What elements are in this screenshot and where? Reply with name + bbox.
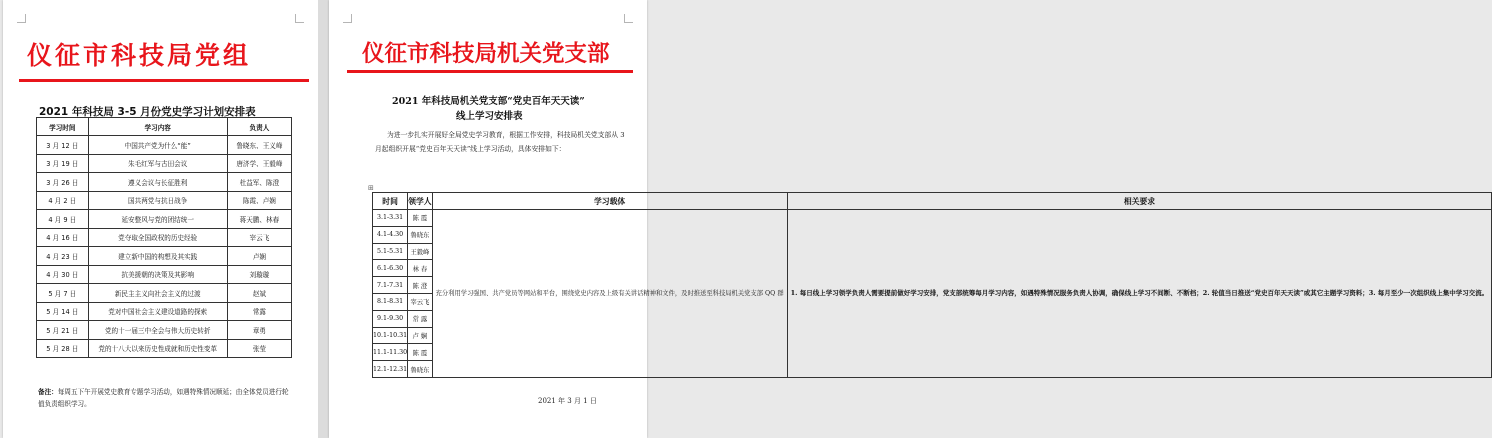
period-cell: 4.1-4.30 bbox=[373, 226, 408, 243]
study-topic-cell: 党夺取全国政权的历史经验 bbox=[88, 228, 227, 247]
intro-paragraph: 为进一步扎实开展好全局党史学习教育，根据工作安排，科技局机关党支部从 3 月起组织开展“党史百年天天读”线上学习活动，具体安排如下： bbox=[375, 131, 625, 153]
table-row bbox=[37, 154, 292, 173]
note-text: 每周五下午开展党史教育专题学习活动，如遇特殊情况顺延；由全体党员进行轮值负责组织学习。 bbox=[38, 388, 289, 408]
page-corner-mark bbox=[624, 14, 633, 23]
table-row bbox=[37, 173, 292, 192]
red-header-title: 仪征市科技局党组 bbox=[27, 41, 252, 70]
page-corner-mark bbox=[343, 14, 352, 23]
page-corner-mark bbox=[295, 14, 304, 23]
study-date-cell: 5 月 28 日 bbox=[37, 339, 89, 358]
owner-cell: 鲁晓东、王义峰 bbox=[227, 136, 291, 155]
table-header-row bbox=[373, 193, 1492, 210]
leader-cell: 宰云飞 bbox=[408, 293, 432, 310]
red-header-title: 仪征市科技局机关党支部 bbox=[362, 41, 610, 67]
table-row bbox=[37, 191, 292, 210]
red-header-rule bbox=[19, 79, 309, 82]
study-date-cell: 5 月 21 日 bbox=[37, 321, 89, 340]
study-date-cell: 4 月 2 日 bbox=[37, 191, 89, 210]
column-header: 时间 bbox=[373, 193, 408, 210]
study-schedule-table bbox=[36, 117, 292, 358]
period-cell: 6.1-6.30 bbox=[373, 260, 408, 277]
table-row bbox=[373, 210, 1492, 227]
column-header: 相关要求 bbox=[787, 193, 1492, 210]
study-topic-cell: 党的十八大以来历史性成就和历史性变革 bbox=[88, 339, 227, 358]
study-topic-cell: 党对中国社会主义建设道路的探索 bbox=[88, 302, 227, 321]
owner-cell: 卢娴 bbox=[227, 247, 291, 266]
owner-cell: 常露 bbox=[227, 302, 291, 321]
period-cell: 9.1-9.30 bbox=[373, 310, 408, 327]
study-date-cell: 4 月 23 日 bbox=[37, 247, 89, 266]
period-cell: 10.1-10.31 bbox=[373, 327, 408, 344]
study-topic-cell: 建立新中国的构想及其实践 bbox=[88, 247, 227, 266]
document-date: 2021 年 3 月 1 日 bbox=[538, 397, 597, 405]
table-anchor-icon: ⊞ bbox=[368, 184, 374, 192]
page-gap bbox=[318, 0, 329, 438]
study-topic-cell: 抗美援朝的决策及其影响 bbox=[88, 265, 227, 284]
study-topic-cell: 国共两党与抗日战争 bbox=[88, 191, 227, 210]
table-header-row bbox=[37, 118, 292, 136]
owner-cell: 刘璇璇 bbox=[227, 265, 291, 284]
owner-cell: 张莹 bbox=[227, 339, 291, 358]
table-row bbox=[37, 210, 292, 229]
column-header: 学习时间 bbox=[37, 118, 89, 136]
owner-cell: 陈霞、卢娴 bbox=[227, 191, 291, 210]
schedule-title: 2021 年科技局机关党支部“党史百年天天读” bbox=[392, 96, 585, 107]
owner-cell: 宰云飞 bbox=[227, 228, 291, 247]
study-topic-cell: 朱毛红军与古田会议 bbox=[88, 154, 227, 173]
period-cell: 5.1-5.31 bbox=[373, 243, 408, 260]
leader-cell: 陈 霞 bbox=[408, 344, 432, 361]
column-header: 负责人 bbox=[227, 118, 291, 136]
leader-cell: 鲁晓东 bbox=[408, 361, 432, 378]
owner-cell: 唐济学、王毅峰 bbox=[227, 154, 291, 173]
period-cell: 12.1-12.31 bbox=[373, 361, 408, 378]
schedule-title: 2021 年科技局 3-5 月份党史学习计划安排表 bbox=[39, 106, 256, 118]
leader-cell: 陈 霞 bbox=[408, 210, 432, 227]
leader-cell: 常 露 bbox=[408, 310, 432, 327]
table-row bbox=[37, 321, 292, 340]
leader-cell: 卢 娴 bbox=[408, 327, 432, 344]
column-header: 学习载体 bbox=[432, 193, 787, 210]
table-row bbox=[37, 339, 292, 358]
study-date-cell: 4 月 9 日 bbox=[37, 210, 89, 229]
leader-cell: 鲁晓东 bbox=[408, 226, 432, 243]
document-page-left bbox=[3, 0, 318, 438]
study-channel-cell: 充分利用学习强国、共产党员等网站和平台，围绕党史内容及上级有关讲话精神和文件，及时推送至科技局机关党支部 QQ 群 bbox=[432, 210, 787, 378]
column-header: 学习内容 bbox=[88, 118, 227, 136]
study-date-cell: 5 月 7 日 bbox=[37, 284, 89, 303]
schedule-subtitle: 线上学习安排表 bbox=[456, 111, 523, 122]
document-page-right bbox=[329, 0, 1489, 438]
study-date-cell: 3 月 12 日 bbox=[37, 136, 89, 155]
study-date-cell: 4 月 30 日 bbox=[37, 265, 89, 284]
requirements-cell: 1. 每日线上学习领学负责人需要提前做好学习安排，党支部统筹每月学习内容，如遇特殊情况服务负责人协调，确保线上学习不间断、不断档；2. 轮值当日推送“党史百年天天读”或其它主题学习资料；3. 每月至少一次组织线上集中学习交流。 bbox=[787, 210, 1492, 378]
page-corner-mark bbox=[17, 14, 26, 23]
schedule-note bbox=[38, 386, 290, 410]
table-row bbox=[37, 302, 292, 321]
period-cell: 7.1-7.31 bbox=[373, 277, 408, 294]
leader-cell: 陈 澄 bbox=[408, 277, 432, 294]
period-cell: 11.1-11.30 bbox=[373, 344, 408, 361]
red-header-rule bbox=[347, 70, 633, 73]
study-topic-cell: 新民主主义向社会主义的过渡 bbox=[88, 284, 227, 303]
study-date-cell: 3 月 26 日 bbox=[37, 173, 89, 192]
table-row bbox=[37, 265, 292, 284]
note-label: 备注： bbox=[38, 388, 58, 396]
period-cell: 3.1-3.31 bbox=[373, 210, 408, 227]
owner-cell: 章勇 bbox=[227, 321, 291, 340]
study-topic-cell: 延安整风与党的团结统一 bbox=[88, 210, 227, 229]
owner-cell: 杜益军、陈澄 bbox=[227, 173, 291, 192]
study-topic-cell: 党的十一届三中全会与伟大历史转折 bbox=[88, 321, 227, 340]
table-row bbox=[37, 228, 292, 247]
study-date-cell: 5 月 14 日 bbox=[37, 302, 89, 321]
period-cell: 8.1-8.31 bbox=[373, 293, 408, 310]
column-header: 领学人 bbox=[408, 193, 432, 210]
table-row bbox=[37, 284, 292, 303]
owner-cell: 蒋天鹏、林春 bbox=[227, 210, 291, 229]
study-topic-cell: 遵义会议与长征胜利 bbox=[88, 173, 227, 192]
study-date-cell: 4 月 16 日 bbox=[37, 228, 89, 247]
table-row bbox=[37, 247, 292, 266]
owner-cell: 赵斌 bbox=[227, 284, 291, 303]
study-date-cell: 3 月 19 日 bbox=[37, 154, 89, 173]
study-topic-cell: 中国共产党为什么“能” bbox=[88, 136, 227, 155]
leader-cell: 林 春 bbox=[408, 260, 432, 277]
leader-cell: 王毅峰 bbox=[408, 243, 432, 260]
table-row bbox=[37, 136, 292, 155]
online-study-table bbox=[372, 192, 1492, 378]
